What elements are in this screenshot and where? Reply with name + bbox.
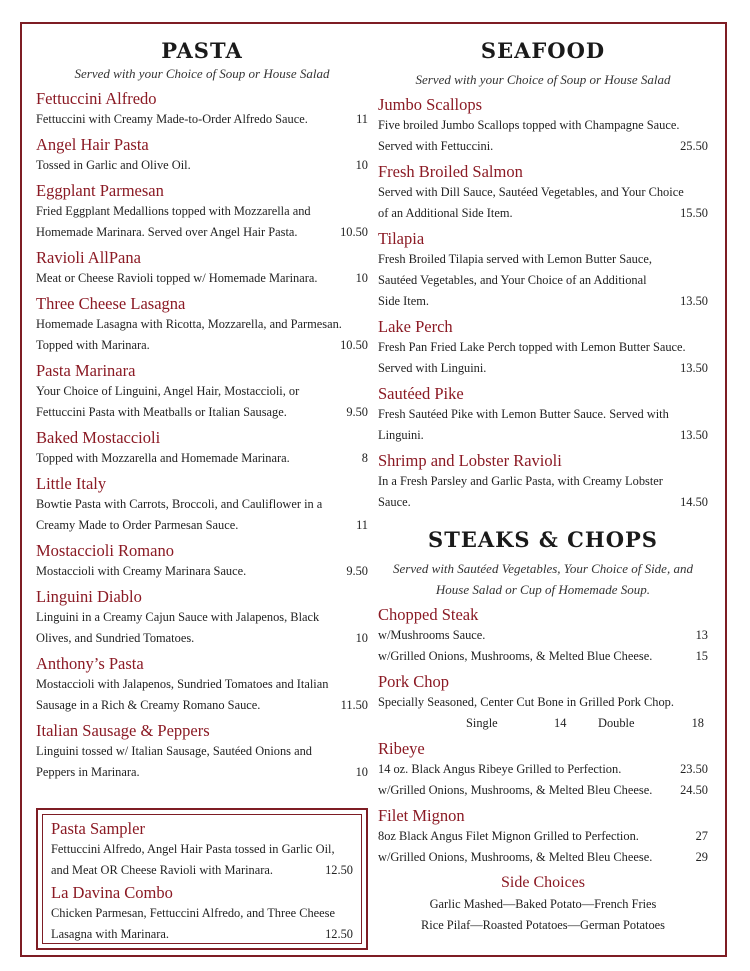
item-description-line: Olives, and Sundried Tomatoes. <box>36 631 195 645</box>
item-name: Italian Sausage & Peppers <box>36 721 210 740</box>
seafood-subtitle: Served with your Choice of Soup or House Salad <box>415 72 671 87</box>
item-name: Ravioli AllPana <box>36 248 141 267</box>
item-option <box>378 646 708 667</box>
item-name: Baked Mostaccioli <box>36 428 161 447</box>
item-price: 13.50 <box>680 294 708 308</box>
menu-item-fettuccini-alfredo <box>36 88 368 130</box>
item-description <box>36 109 368 130</box>
item-name: Eggplant Parmesan <box>36 181 164 200</box>
item-price: 15.50 <box>680 206 708 220</box>
item-description-line: Fresh Broiled Tilapia served with Lemon Butter Sauce, <box>378 252 652 266</box>
item-price: 8 <box>361 451 368 465</box>
item-price: 27 <box>695 829 708 843</box>
steaks-subtitle-1: Served with Sautéed Vegetables, Your Choice of Side, and <box>393 561 693 576</box>
item-option-text: 8oz Black Angus Filet Mignon Grilled to Perfection. <box>378 829 639 843</box>
item-price: 10.50 <box>340 225 368 239</box>
item-description <box>36 381 368 423</box>
item-description-line: Topped with Mozzarella and Homemade Marinara. <box>36 451 290 465</box>
item-price: 10.50 <box>340 338 368 352</box>
side-choices-line-2: Rice Pilaf—Roasted Potatoes—German Potatoes <box>421 918 665 932</box>
item-price: 9.50 <box>346 405 368 419</box>
menu-item-pasta-sampler <box>51 818 353 881</box>
item-description-line: Served with Dill Sauce, Sautéed Vegetables, and Your Choice <box>378 185 684 199</box>
menu-item-eggplant-parmesan <box>36 180 368 243</box>
item-description-line: Homemade Lasagna with Ricotta, Mozzarella, and Parmesan. <box>36 317 342 331</box>
item-description-line: Fettuccini Pasta with Meatballs or Italian Sausage. <box>36 405 287 419</box>
item-name: Jumbo Scallops <box>378 95 483 114</box>
item-price: 12.50 <box>325 863 353 877</box>
item-option-text: w/Grilled Onions, Mushrooms, & Melted Blue Cheese. <box>378 649 653 663</box>
item-description-line: Peppers in Marinara. <box>36 765 140 779</box>
item-price: 11 <box>356 518 368 532</box>
menu-item-shrimp-and-lobster-ravioli <box>378 450 708 513</box>
item-description-line: and Meat OR Cheese Ravioli with Marinara. <box>51 863 273 877</box>
menu-item-tilapia <box>378 228 708 312</box>
menu-item-baked-mostaccioli <box>36 427 368 469</box>
item-name: Filet Mignon <box>378 806 465 825</box>
item-name: Sautéed Pike <box>378 384 464 403</box>
item-price: 10 <box>355 631 368 645</box>
item-description <box>51 903 353 945</box>
double-price: 18 <box>691 716 704 730</box>
item-name: Three Cheese Lasagna <box>36 294 186 313</box>
item-description <box>378 249 708 312</box>
item-name: Shrimp and Lobster Ravioli <box>378 451 562 470</box>
pasta-title: PASTA <box>161 38 243 63</box>
pork-chop-options <box>378 713 708 734</box>
side-choices-title: Side Choices <box>501 874 585 891</box>
menu-item-italian-sausage-peppers <box>36 720 368 783</box>
item-price: 11.50 <box>340 698 368 712</box>
item-description <box>378 115 708 157</box>
item-description <box>36 268 368 289</box>
item-name: Mostaccioli Romano <box>36 541 174 560</box>
side-choices-line-1: Garlic Mashed—Baked Potato—French Fries <box>429 897 657 911</box>
item-name: Pork Chop <box>378 672 450 691</box>
item-description-line: Bowtie Pasta with Carrots, Broccoli, and Cauliflower in a <box>36 497 323 511</box>
item-description-line: Sausage in a Rich & Creamy Romano Sauce. <box>36 698 261 712</box>
item-description-line: Fresh Sautéed Pike with Lemon Butter Sauce. Served with <box>378 407 669 421</box>
item-description-line: Side Item. <box>378 294 429 308</box>
item-description-line: Sauce. <box>378 495 411 509</box>
item-description-line: Linguini tossed w/ Italian Sausage, Sautéed Onions and <box>36 744 312 758</box>
item-price: 13 <box>695 628 708 642</box>
item-description <box>36 448 368 469</box>
item-price: 10 <box>355 158 368 172</box>
item-name: Tilapia <box>378 229 425 248</box>
item-option-text: w/Mushrooms Sauce. <box>378 628 486 642</box>
item-description <box>378 404 708 446</box>
item-description <box>36 741 368 783</box>
item-name: Anthony’s Pasta <box>36 654 144 673</box>
item-option-text: w/Grilled Onions, Mushrooms, & Melted Bleu Cheese. <box>378 783 653 797</box>
item-price: 9.50 <box>346 564 368 578</box>
item-description-line: Homemade Marinara. Served over Angel Hair Pasta. <box>36 225 298 239</box>
menu-item-ribeye <box>378 738 708 801</box>
specials-list <box>42 814 362 944</box>
item-price: 10 <box>355 271 368 285</box>
item-description-line: Linguini in a Creamy Cajun Sauce with Jalapenos, Black <box>36 610 320 624</box>
item-description <box>36 607 368 649</box>
item-price: 25.50 <box>680 139 708 153</box>
item-description-line: In a Fresh Parsley and Garlic Pasta, with Creamy Lobster <box>378 474 663 488</box>
item-description-line: Your Choice of Linguini, Angel Hair, Mostaccioli, or <box>36 384 300 398</box>
item-name: Ribeye <box>378 739 425 758</box>
item-price: 14.50 <box>680 495 708 509</box>
item-description <box>378 182 708 224</box>
item-price: 13.50 <box>680 361 708 375</box>
pasta-item-list <box>36 88 368 783</box>
item-price: 13.50 <box>680 428 708 442</box>
menu-item-lake-perch <box>378 316 708 379</box>
item-description-line: Fried Eggplant Medallions topped with Mozzarella and <box>36 204 311 218</box>
item-option <box>378 759 708 780</box>
item-name: Pasta Sampler <box>51 819 145 838</box>
item-description-line: Fettuccini Alfredo, Angel Hair Pasta tossed in Garlic Oil, <box>51 842 335 856</box>
item-description <box>36 201 368 243</box>
item-option <box>378 826 708 847</box>
item-option <box>378 625 708 646</box>
pasta-subtitle: Served with your Choice of Soup or House Salad <box>74 66 330 81</box>
item-description-line: Fettuccini with Creamy Made-to-Order Alfredo Sauce. <box>36 112 308 126</box>
menu-item-fresh-broiled-salmon <box>378 161 708 224</box>
item-price: 29 <box>695 850 708 864</box>
item-price: 23.50 <box>680 762 708 776</box>
item-option-text: 14 oz. Black Angus Ribeye Grilled to Perfection. <box>378 762 622 776</box>
item-description <box>378 337 708 379</box>
steaks-title: STEAKS & CHOPS <box>428 527 658 552</box>
seafood-section <box>378 38 708 936</box>
item-option <box>378 780 708 801</box>
menu-item-three-cheese-lasagna <box>36 293 368 356</box>
menu-item-chopped-steak <box>378 604 708 667</box>
menu-item-saut-ed-pike <box>378 383 708 446</box>
item-description-line: Fresh Pan Fried Lake Perch topped with Lemon Butter Sauce. <box>378 340 686 354</box>
item-price: 11 <box>356 112 368 126</box>
seafood-item-list <box>378 94 708 513</box>
item-name: Fresh Broiled Salmon <box>378 162 523 181</box>
item-description-line: Five broiled Jumbo Scallops topped with Champagne Sauce. <box>378 118 680 132</box>
menu-item-angel-hair-pasta <box>36 134 368 176</box>
item-description <box>36 155 368 176</box>
item-description-line: Served with Fettuccini. <box>378 139 494 153</box>
item-description-line: Mostaccioli with Jalapenos, Sundried Tomatoes and Italian <box>36 677 329 691</box>
item-description-line: Meat or Cheese Ravioli topped w/ Homemade Marinara. <box>36 271 318 285</box>
item-description <box>378 471 708 513</box>
item-description-line: Topped with Marinara. <box>36 338 150 352</box>
item-description-line: Served with Linguini. <box>378 361 487 375</box>
item-name: Fettuccini Alfredo <box>36 89 157 108</box>
item-price: 12.50 <box>325 927 353 941</box>
item-description <box>51 839 353 881</box>
menu-item-linguini-diablo <box>36 586 368 649</box>
item-name: Pasta Marinara <box>36 361 136 380</box>
item-description: Specially Seasoned, Center Cut Bone in Grilled Pork Chop. <box>378 695 674 709</box>
specials-box <box>36 808 368 950</box>
seafood-title: SEAFOOD <box>480 38 606 63</box>
item-description-line: Tossed in Garlic and Olive Oil. <box>36 158 191 172</box>
item-name: Angel Hair Pasta <box>36 135 149 154</box>
menu-item-la-davina-combo <box>51 882 353 945</box>
item-description-line: of an Additional Side Item. <box>378 206 513 220</box>
item-description <box>36 314 368 356</box>
item-name: Linguini Diablo <box>36 587 142 606</box>
item-option-text: w/Grilled Onions, Mushrooms, & Melted Bleu Cheese. <box>378 850 653 864</box>
item-name: La Davina Combo <box>51 883 173 902</box>
menu-item-little-italy <box>36 473 368 536</box>
item-price: 10 <box>355 765 368 779</box>
item-description-line: Lasagna with Marinara. <box>51 927 170 941</box>
steaks-subtitle-2: House Salad or Cup of Homemade Soup. <box>435 582 651 597</box>
item-name: Little Italy <box>36 474 107 493</box>
item-description-line: Mostaccioli with Creamy Marinara Sauce. <box>36 564 247 578</box>
menu-item-pasta-marinara <box>36 360 368 423</box>
item-price: 15 <box>695 649 708 663</box>
item-name: Lake Perch <box>378 317 453 336</box>
item-price: 24.50 <box>680 783 708 797</box>
item-description-line: Linguini. <box>378 428 424 442</box>
item-description-line: Creamy Made to Order Parmesan Sauce. <box>36 518 239 532</box>
menu-item-pork-chop <box>378 671 708 734</box>
item-name: Chopped Steak <box>378 605 479 624</box>
menu-item-jumbo-scallops <box>378 94 708 157</box>
menu-item-filet-mignon <box>378 805 708 868</box>
item-description <box>36 494 368 536</box>
item-description <box>36 561 368 582</box>
single-label: Single <box>466 716 498 730</box>
item-description <box>36 674 368 716</box>
menu-item-mostaccioli-romano <box>36 540 368 582</box>
menu-item-ravioli-allpana <box>36 247 368 289</box>
double-label: Double <box>598 716 635 730</box>
menu-item-anthony-s-pasta <box>36 653 368 716</box>
pasta-section <box>36 38 368 783</box>
item-description-line: Sautéed Vegetables, and Your Choice of an Additional <box>378 273 647 287</box>
single-price: 14 <box>554 716 567 730</box>
item-description-line: Chicken Parmesan, Fettuccini Alfredo, and Three Cheese <box>51 906 335 920</box>
item-option <box>378 847 708 868</box>
